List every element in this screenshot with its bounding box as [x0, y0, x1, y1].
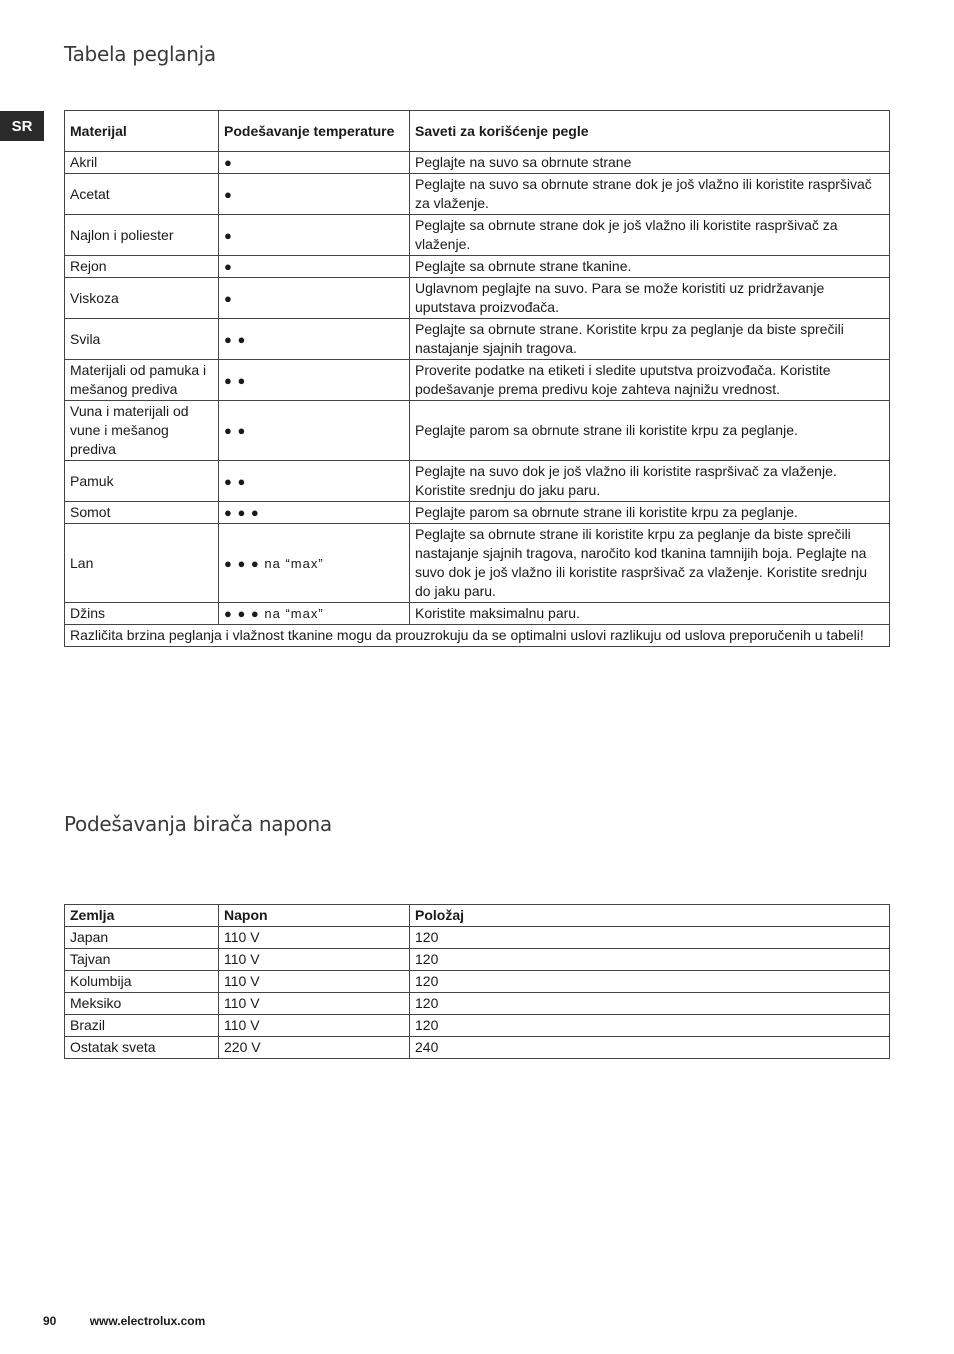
column-header-position: Položaj: [410, 905, 890, 927]
table-row: [65, 603, 890, 625]
voltage-cell: 110 V: [219, 949, 410, 971]
country-cell: Ostatak sveta: [65, 1037, 219, 1059]
voltage-table-body: [65, 927, 890, 1059]
country-cell: Japan: [65, 927, 219, 949]
page-footer: [43, 1314, 205, 1328]
material-cell: Džins: [65, 603, 219, 625]
table-row: [65, 524, 890, 603]
material-cell: Lan: [65, 524, 219, 603]
temperature-cell: ● ●: [219, 461, 410, 502]
material-cell: Najlon i poliester: [65, 215, 219, 256]
voltage-cell: 110 V: [219, 971, 410, 993]
table-row: [65, 215, 890, 256]
material-cell: Pamuk: [65, 461, 219, 502]
temperature-cell: ●: [219, 256, 410, 278]
table-row: [65, 401, 890, 461]
position-cell: 120: [410, 971, 890, 993]
tip-cell: Peglajte sa obrnute strane ili koristite krpu za peglanje da biste sprečili nastajanje sjajnih tragova, naročito kod tkanina tamnijih boja. Peglajte na suvo dok je još vlažno ili koristite raspršivač za vlaženje. Koristite srednju do jaku paru.: [410, 524, 890, 603]
table-header-row: [65, 111, 890, 152]
voltage-table: [64, 904, 890, 1059]
tip-cell: Peglajte parom sa obrnute strane ili koristite krpu za peglanje.: [410, 502, 890, 524]
table-row: [65, 278, 890, 319]
tip-cell: Peglajte sa obrnute strane. Koristite krpu za peglanje da biste sprečili nastajanje sjajnih tragova.: [410, 319, 890, 360]
table-row: [65, 174, 890, 215]
table-note-row: [65, 625, 890, 647]
material-cell: Somot: [65, 502, 219, 524]
position-cell: 120: [410, 949, 890, 971]
country-cell: Meksiko: [65, 993, 219, 1015]
position-cell: 120: [410, 927, 890, 949]
table-row: [65, 927, 890, 949]
material-cell: Akril: [65, 152, 219, 174]
material-cell: Svila: [65, 319, 219, 360]
temperature-cell: ●: [219, 278, 410, 319]
position-cell: 120: [410, 993, 890, 1015]
voltage-cell: 110 V: [219, 1015, 410, 1037]
tip-cell: Proverite podatke na etiketi i sledite uputstva proizvođača. Koristite podešavanje prema predivu koje zahteva najnižu vrednost.: [410, 360, 890, 401]
table-row: [65, 971, 890, 993]
voltage-cell: 220 V: [219, 1037, 410, 1059]
tip-cell: Peglajte parom sa obrnute strane ili koristite krpu za peglanje.: [410, 401, 890, 461]
country-cell: Kolumbija: [65, 971, 219, 993]
table-row: [65, 256, 890, 278]
temperature-cell: ● ●: [219, 319, 410, 360]
table-row: [65, 1015, 890, 1037]
temperature-cell: ●: [219, 215, 410, 256]
position-cell: 120: [410, 1015, 890, 1037]
table-row: [65, 993, 890, 1015]
voltage-cell: 110 V: [219, 993, 410, 1015]
temperature-cell: ●: [219, 152, 410, 174]
column-header-voltage: Napon: [219, 905, 410, 927]
tip-cell: Peglajte sa obrnute strane tkanine.: [410, 256, 890, 278]
temperature-cell: ● ● ● na “max”: [219, 524, 410, 603]
tip-cell: Peglajte na suvo sa obrnute strane: [410, 152, 890, 174]
country-cell: Tajvan: [65, 949, 219, 971]
website-url: www.electrolux.com: [89, 1314, 206, 1328]
table-row: [65, 1037, 890, 1059]
temperature-cell: ●: [219, 174, 410, 215]
table-row: [65, 461, 890, 502]
position-cell: 240: [410, 1037, 890, 1059]
temperature-cell: ● ● ●: [219, 502, 410, 524]
ironing-table-body: [65, 152, 890, 625]
ironing-table-title: Tabela peglanja: [64, 42, 216, 66]
material-cell: Materijali od pamuka i mešanog prediva: [65, 360, 219, 401]
material-cell: Vuna i materijali od vune i mešanog prediva: [65, 401, 219, 461]
table-row: [65, 319, 890, 360]
table-note: Različita brzina peglanja i vlažnost tkanine mogu da prouzrokuju da se optimalni uslovi razlikuju od uslova preporučenih u tabeli!: [65, 625, 890, 647]
tip-cell: Peglajte na suvo dok je još vlažno ili koristite raspršivač za vlaženje. Koristite srednju do jaku paru.: [410, 461, 890, 502]
tip-cell: Koristite maksimalnu paru.: [410, 603, 890, 625]
tip-cell: Peglajte na suvo sa obrnute strane dok je još vlažno ili koristite raspršivač za vlaženje.: [410, 174, 890, 215]
material-cell: Viskoza: [65, 278, 219, 319]
column-header-material: Materijal: [65, 111, 219, 152]
material-cell: Acetat: [65, 174, 219, 215]
language-tab: SR: [0, 111, 44, 141]
table-row: [65, 949, 890, 971]
column-header-temperature: Podešavanje temperature: [219, 111, 410, 152]
temperature-cell: ● ●: [219, 401, 410, 461]
country-cell: Brazil: [65, 1015, 219, 1037]
tip-cell: Peglajte sa obrnute strane dok je još vlažno ili koristite raspršivač za vlaženje.: [410, 215, 890, 256]
column-header-tips: Saveti za korišćenje pegle: [410, 111, 890, 152]
temperature-cell: ● ●: [219, 360, 410, 401]
page-number: 90: [43, 1314, 57, 1328]
ironing-table: [64, 110, 890, 647]
table-header-row: [65, 905, 890, 927]
material-cell: Rejon: [65, 256, 219, 278]
table-row: [65, 360, 890, 401]
table-row: [65, 152, 890, 174]
table-row: [65, 502, 890, 524]
voltage-table-title: Podešavanja birača napona: [64, 812, 332, 836]
temperature-cell: ● ● ● na “max”: [219, 603, 410, 625]
voltage-cell: 110 V: [219, 927, 410, 949]
column-header-country: Zemlja: [65, 905, 219, 927]
tip-cell: Uglavnom peglajte na suvo. Para se može koristiti uz pridržavanje uputstava proizvođača.: [410, 278, 890, 319]
